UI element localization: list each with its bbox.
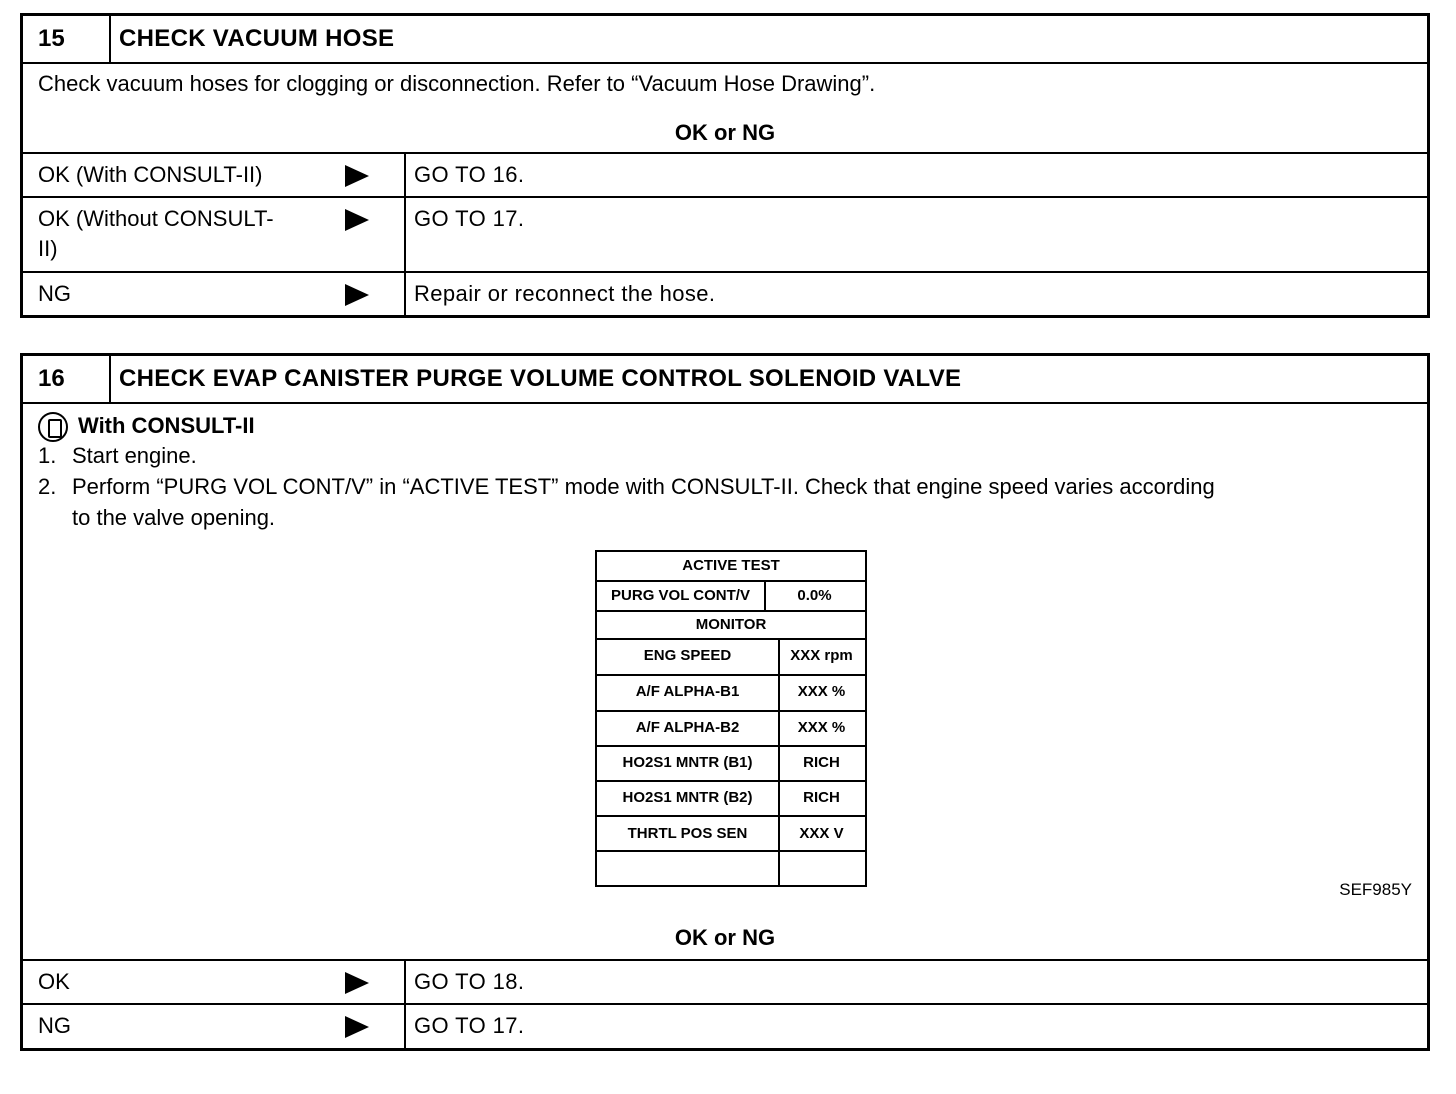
step-number: 15	[23, 16, 111, 62]
monitor-value: RICH	[803, 754, 840, 771]
result-row	[23, 271, 1427, 317]
step-15-instruction: Check vacuum hoses for clogging or disconnection. Refer to “Vacuum Hose Drawing”.	[38, 71, 876, 96]
screen-divider	[597, 745, 865, 747]
step-index: 2.	[38, 474, 57, 499]
screen-title: ACTIVE TEST	[682, 557, 780, 574]
result-label: NG	[38, 1013, 71, 1038]
screen-divider	[597, 674, 865, 676]
consult-heading: With CONSULT-II	[78, 413, 255, 438]
screen-divider	[597, 815, 865, 817]
monitor-value: XXX rpm	[790, 647, 853, 664]
result-action: GO TO 17.	[414, 1013, 525, 1038]
monitor-item: HO2S1 MNTR (B2)	[622, 789, 753, 806]
screen-divider	[597, 580, 865, 582]
step-16-header	[23, 356, 1427, 404]
screen-divider	[597, 850, 865, 852]
monitor-item: HO2S1 MNTR (B1)	[622, 754, 753, 771]
monitor-item: THRTL POS SEN	[627, 825, 748, 842]
column-divider	[404, 154, 406, 196]
test-value: 0.0%	[797, 587, 832, 604]
step-title: CHECK EVAP CANISTER PURGE VOLUME CONTROL SOLENOID VALVE	[119, 365, 962, 392]
step-text-line-1: Perform “PURG VOL CONT/V” in “ACTIVE TEST” mode with CONSULT-II. Check that engine speed varies according	[72, 474, 1215, 499]
monitor-value: RICH	[803, 789, 840, 806]
monitor-item: A/F ALPHA-B2	[635, 719, 740, 736]
test-item: PURG VOL CONT/V	[611, 587, 750, 604]
step-text	[72, 471, 1402, 533]
ok-or-ng-heading: OK or NG	[674, 925, 776, 950]
result-action: GO TO 17.	[414, 206, 525, 231]
result-label-line-2: II)	[38, 236, 58, 261]
monitor-item: ENG SPEED	[643, 647, 732, 664]
monitor-value: XXX %	[797, 719, 846, 736]
result-label	[38, 204, 328, 264]
result-row	[23, 959, 1427, 1003]
procedure-step	[38, 471, 1398, 533]
active-test-screen	[595, 550, 867, 887]
step-text-line-2: to the valve opening.	[72, 505, 276, 530]
screen-divider	[597, 710, 865, 712]
column-divider	[404, 273, 406, 317]
result-row	[23, 196, 1427, 272]
right-triangle-arrow-icon	[345, 209, 369, 231]
figure-code: SEF985Y	[1339, 880, 1412, 899]
step-15-header	[23, 16, 1427, 64]
ok-or-ng-heading: OK or NG	[674, 120, 776, 145]
result-label: OK (With CONSULT-II)	[38, 162, 263, 187]
column-divider	[404, 198, 406, 272]
screen-divider	[597, 638, 865, 640]
monitor-label: MONITOR	[695, 616, 767, 633]
result-row	[23, 1003, 1427, 1050]
step-15-block	[20, 13, 1430, 318]
column-divider	[404, 961, 406, 1003]
result-action: GO TO 18.	[414, 969, 525, 994]
step-index: 1.	[38, 443, 57, 468]
monitor-value: XXX %	[797, 683, 846, 700]
consult-ii-tool-icon	[38, 412, 68, 442]
result-row	[23, 152, 1427, 196]
step-text: Start engine.	[72, 443, 197, 468]
step-title: CHECK VACUUM HOSE	[119, 25, 395, 52]
result-action: GO TO 16.	[414, 162, 525, 187]
right-triangle-arrow-icon	[345, 972, 369, 994]
right-triangle-arrow-icon	[345, 1016, 369, 1038]
right-triangle-arrow-icon	[345, 165, 369, 187]
monitor-item: A/F ALPHA-B1	[635, 683, 740, 700]
right-triangle-arrow-icon	[345, 284, 369, 306]
column-divider	[404, 1005, 406, 1050]
result-label: OK	[38, 969, 70, 994]
result-action: Repair or reconnect the hose.	[414, 281, 716, 306]
result-label: NG	[38, 281, 71, 306]
procedure-step	[38, 440, 1398, 471]
step-number: 16	[23, 356, 111, 402]
screen-divider	[597, 610, 865, 612]
monitor-value: XXX V	[799, 825, 844, 842]
screen-divider	[597, 780, 865, 782]
step-16-block	[20, 353, 1430, 1051]
result-label-line-1: OK (Without CONSULT-	[38, 206, 274, 231]
